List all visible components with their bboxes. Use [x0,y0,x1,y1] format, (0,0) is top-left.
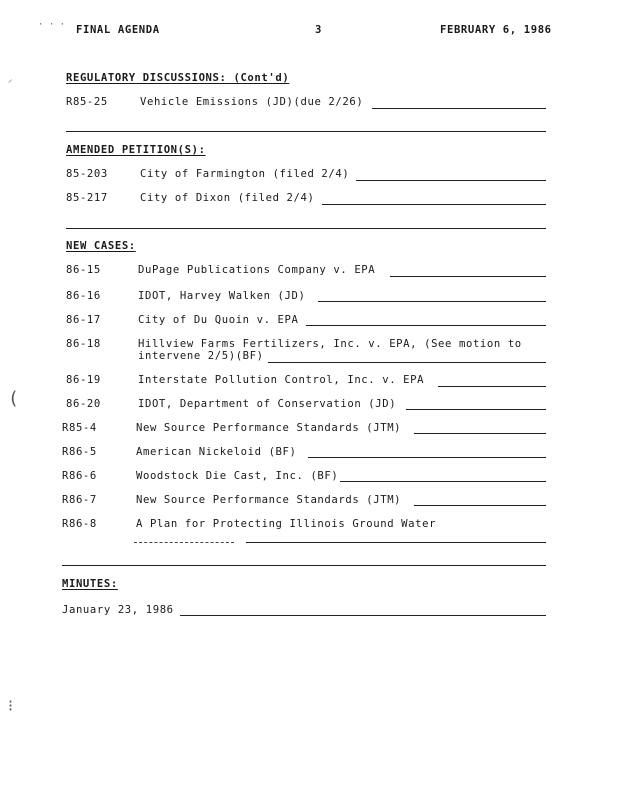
fill-line [306,325,546,326]
fill-line [356,180,546,181]
item-description: City of Farmington (filed 2/4) [140,168,350,180]
item-number: 86-18 [66,338,101,350]
item-number: 86-16 [66,290,101,302]
fill-line [134,542,234,543]
separator-line [66,228,546,229]
fill-line [268,362,546,363]
scan-mark-left-3: ⁝ [8,696,14,715]
separator-line [62,565,546,566]
regulatory-heading: REGULATORY DISCUSSIONS: (Cont'd) [66,72,290,84]
scan-mark-left-1: ⸝ [8,75,13,85]
item-number: R86-6 [62,470,97,482]
fill-line [390,276,546,277]
fill-line [318,301,546,302]
item-description: Interstate Pollution Control, Inc. v. EPA [138,374,425,386]
scan-mark-top: · · · [38,20,66,30]
item-number: R85-4 [62,422,97,434]
amended-heading: AMENDED PETITION(S): [66,144,206,156]
item-number: R86-8 [62,518,97,530]
item-number: R86-7 [62,494,97,506]
item-number: 86-19 [66,374,101,386]
item-description: A Plan for Protecting Illinois Ground Water [136,518,437,530]
minutes-date: January 23, 1986 [62,604,174,616]
item-description: IDOT, Department of Conservation (JD) [138,398,397,410]
header-date: FEBRUARY 6, 1986 [440,24,552,36]
item-description: Vehicle Emissions (JD)(due 2/26) [140,96,364,108]
item-number: 86-20 [66,398,101,410]
item-number: 85-217 [66,192,108,204]
fill-line [246,542,546,543]
item-description: Woodstock Die Cast, Inc. (BF) [136,470,339,482]
fill-line [414,505,546,506]
item-description: City of Du Quoin v. EPA [138,314,299,326]
item-description: DuPage Publications Company v. EPA [138,264,376,276]
fill-line [406,409,546,410]
header-title: FINAL AGENDA [76,24,160,36]
fill-line [340,481,546,482]
scan-mark-left-2: ( [8,388,19,409]
fill-line [308,457,546,458]
new-cases-heading: NEW CASES: [66,240,136,252]
fill-line [372,108,546,109]
item-description: New Source Performance Standards (JTM) [136,494,402,506]
item-number: R85-25 [66,96,108,108]
fill-line [180,615,546,616]
fill-line [414,433,546,434]
item-number: R86-5 [62,446,97,458]
item-number: 85-203 [66,168,108,180]
separator-line [66,131,546,132]
item-number: 86-17 [66,314,101,326]
item-description: Hillview Farms Fertilizers, Inc. v. EPA, (See motion to [138,338,522,350]
item-description: City of Dixon (filed 2/4) [140,192,315,204]
fill-line [322,204,546,205]
header-page-number: 3 [315,24,322,36]
item-description: New Source Performance Standards (JTM) [136,422,402,434]
item-description: IDOT, Harvey Walken (JD) [138,290,306,302]
fill-line [438,386,546,387]
item-description: American Nickeloid (BF) [136,446,297,458]
item-description-continued: intervene 2/5)(BF) [138,350,264,362]
minutes-heading: MINUTES: [62,578,118,590]
item-number: 86-15 [66,264,101,276]
